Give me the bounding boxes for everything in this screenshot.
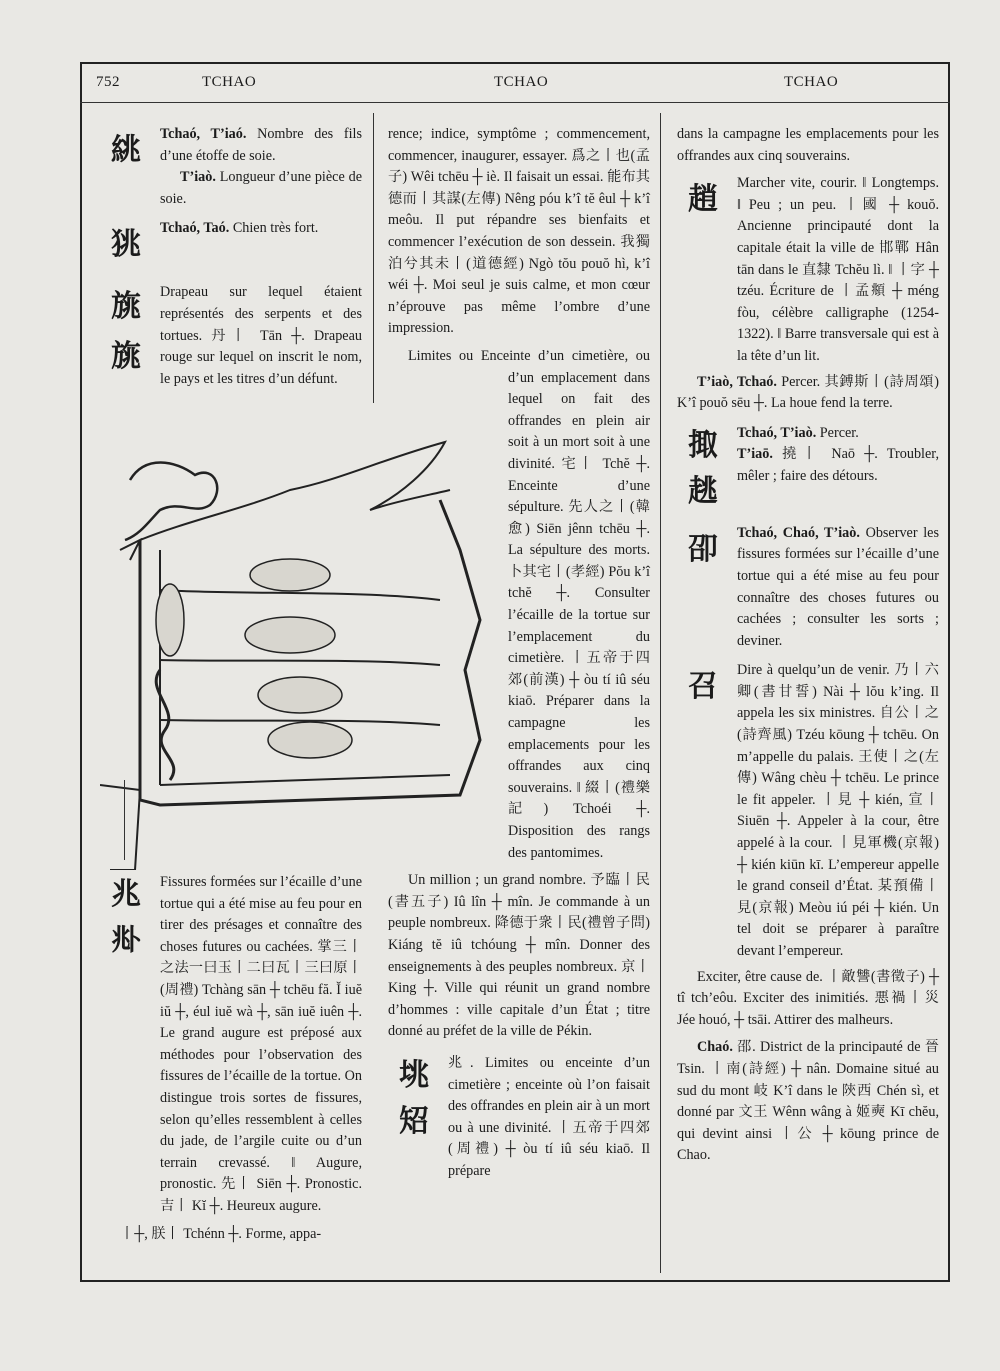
flagpole <box>124 780 125 860</box>
entry-character: 垗䂏 <box>399 1057 429 1139</box>
entry-subheadword: T’iaò, Tchaó. <box>697 373 777 390</box>
entry-character: 召 <box>688 669 718 705</box>
entry-character: 旐旐 <box>111 289 141 375</box>
entry-character: 兆𠧞 <box>111 877 141 958</box>
column-1-top <box>100 124 362 390</box>
header-rule <box>80 102 950 103</box>
running-head-left: TCHAO <box>202 74 257 90</box>
column-rule-2 <box>660 113 661 1273</box>
entry <box>100 218 362 272</box>
entry-continuation: 丨┼, 朕丨 Tchénn ┼. Forme, appa- <box>120 1225 322 1242</box>
paragraph: Exciter, être cause de. 丨敵讐(書徵子) ┼ tî tch’eôu. Exciter des inimitiés. 悪禍丨災 Jée houó, ┼ tsāi. Attirer des malheurs. <box>677 968 939 1028</box>
entry-character: 狣 <box>111 227 141 263</box>
entry-definition: Dire à quelqu’un de venir. 乃丨六卿(書甘誓) Nài ┼ lŏu k’ing. Il appela les six ministres. 自公丨之(詩齊風) Tzéu kōung ┼ tchēu. On m’appelle du palais. 王使丨之(左傳) Wâng chèu ┼ tchēu. Le prince le fit appeler. 丨見 ┼ kién, 宣丨 Siuēn ┼. Appeler à la cour, être appelé à la cour. 丨見軍機(京報) ┼ kién kiūn kī. L’empereur appelle le grand conseil d’État. 某預備丨見(京報) Meòu iú péi ┼ kién. Un tel doit se préparer à paraître devant l’empereur. <box>737 662 939 959</box>
entry-headword: Tchaó, T’iaò. <box>737 424 817 441</box>
entry-definition: Chien très fort. <box>229 220 319 237</box>
paragraph: Limites ou Enceinte d’un cimetière, ou d’un emplacement dans lequel on fait des offrandes en plein air soit à un mort soit à une divinité. 宅丨 Tchĕ ┼. Enceinte d’une sépulture. 先人之丨(韓愈) Siēn jênn tchēu ┼. La sépulture des morts. 卜其宅丨(孝經) Pŏu k’î tchĕ ┼. Consulter l’écaille de la tortue sur l’emplacement du cimetière. 丨五帝于四郊(前漢) ┼ òu tí iû séu kiaō. Préparer dans la campagne les emplacements pour les offrandes aux cinq souverains. ‖ 綴丨(禮樂記) Tchoéi ┼. Disposition des rangs des pantomimes. <box>408 347 650 861</box>
running-head-right: TCHAO <box>784 74 839 90</box>
entry <box>677 173 939 367</box>
paragraph: 邵. District de la principauté de 晉 Tsin. 丨南(詩經) ┼ nân. Domaine situé au sud du mont 岐 K’î dans le 陝西 Chén sì, et donné par 文王 Wênn wâng à 姬奭 Kī chĕu, qui devint ainsi 丨公 ┼ kōung prince de Chao. <box>677 1039 939 1164</box>
entry-headword: Tchaó, Taó. <box>160 220 230 237</box>
entry-definition: Observer les fissures formées sur l’écaille d’une tortue qui a été mise au feu pour connaître des choses futures ou cachées ; consulter les sorts ; deviner. <box>737 524 939 649</box>
paragraph: dans la campagne les emplacements pour les offrandes aux cinq souverains. <box>677 126 939 164</box>
entry-definition: Nombre des fils d’une étoffe de soie. <box>160 126 362 164</box>
entry <box>677 423 939 515</box>
entry-character: 趙 <box>688 182 718 218</box>
column-2 <box>388 124 650 1183</box>
entry-subdefinition: Longueur d’une pièce de soie. <box>160 169 362 207</box>
entry-definition: Drapeau sur lequel étaient représentés des serpents et des tortues. 丹丨 Tān ┼. Drapeau rouge sur lequel on inscrit le nom, le pays et les titres d’un défunt. <box>160 284 362 387</box>
entry-definition: Fissures formées sur l’écaille d’une tortue qui a été mise au feu pour en tirer des présages et connaître des choses futures ou cachées. 掌三丨之法一曰玉丨二曰瓦丨三曰原丨(周禮) Tchàng sān ┼ tchēu fă. Ĭ iuĕ iŭ ┼, éul iuĕ wà ┼, sān iuĕ iuên ┼. Le grand augure est préposé aux méthodes pour l’observation des fissures de l’écaille de la tortue. On distingue trois sortes de fissures, selon qu’elles ressemblent à celles du jade, de l’argile cuite ou d’un terrain crevassé. ‖ Augure, pronostic. 先丨 Siēn ┼. Pronostic. 吉丨 Kĭ ┼. Heureux augure. <box>160 874 362 1214</box>
page-number: 752 <box>96 74 120 90</box>
entry-subdefinition: Percer. 其鎛斯丨(詩周頌) K’î pouŏ sēu ┼. La houe fend la terre. <box>677 373 939 412</box>
entry <box>100 872 362 1218</box>
paragraph: Un million ; un grand nombre. 予臨丨民(書五子) Iû lîn ┼ mîn. Je commande à un peuple nombreux. 降德于衆丨民(禮曾子問) Kiáng tĕ iû tchóung ┼ mîn. Donner des enseignements à des peuples nombreux. 京丨 King ┼. Ville qui réunit un grand nombre d’hommes : ville capitale d’un État ; titre donné au préfet de la ville de Pékin. <box>388 872 650 1040</box>
entry <box>677 660 939 962</box>
column-rule-1 <box>373 113 374 403</box>
entry-character: 絩 <box>111 133 141 168</box>
entry-subheadword: T’iaō. <box>737 446 773 463</box>
entry-subdefinition: 撓丨 Naō ┼. Troubler, mêler ; faire des détours. <box>737 446 939 484</box>
entry-subheadword: T’iaò. <box>180 169 216 186</box>
column-1-bottom <box>100 872 362 1245</box>
entry-headword: Tchaó, T’iaó. <box>160 126 247 142</box>
entry-definition: 兆. Limites ou enceinte d’un cimetière ; enceinte où l’on faisait des offrandes en plein air à un mort ou à une divinité. 丨五帝于四郊(周禮) ┼ òu tí iû séu kiaō. Il prépare <box>448 1054 650 1179</box>
entry-subheadword: Chaó. <box>697 1039 733 1056</box>
entry-definition: Marcher vite, courir. ‖ Longtemps. ‖ Peu ; un peu. 丨國 ┼ kouŏ. Ancienne principauté dont la capitale était la ville de 邯鄲 Hân tān dans le 直隸 Tchĕu lì. ‖ 丨字 ┼ tzéu. Écriture de 丨孟頫 ┼ méng fòu, célèbre calligraphe (1254-1322). ‖ Barre transversale qui est à la tête d’un lit. <box>737 175 939 364</box>
paragraph: rence; indice, symptôme ; commencement, commencer, inaugurer, essayer. 爲之丨也(孟子) Wêi tchēu ┼ iè. Il faisait un essai. 能布其德而丨其謀(左傳) Nêng póu k’î tĕ êul ┼ k’î meôu. Il put répandre ses bienfaits et commencer l’exécution de son dessein. 我獨泊兮其未丨(道德經) Ngò tŏu pouŏ hì, k’î wéi ┼. Moi seul je suis calme, et mon cœur n’éprouve pas même l’ombre d’une impression. <box>388 126 650 337</box>
column-3 <box>677 124 939 1173</box>
entry-definition: Percer. <box>816 424 859 441</box>
entry <box>100 282 362 390</box>
running-head-center: TCHAO <box>494 74 549 90</box>
entry-headword: Tchaó, Chaó, T’iaò. <box>737 524 860 541</box>
entry <box>677 523 939 653</box>
entry-character: 卲 <box>688 531 718 567</box>
entry <box>100 124 362 210</box>
entry-character: 掫趒 <box>688 427 718 509</box>
entry <box>388 1053 650 1183</box>
